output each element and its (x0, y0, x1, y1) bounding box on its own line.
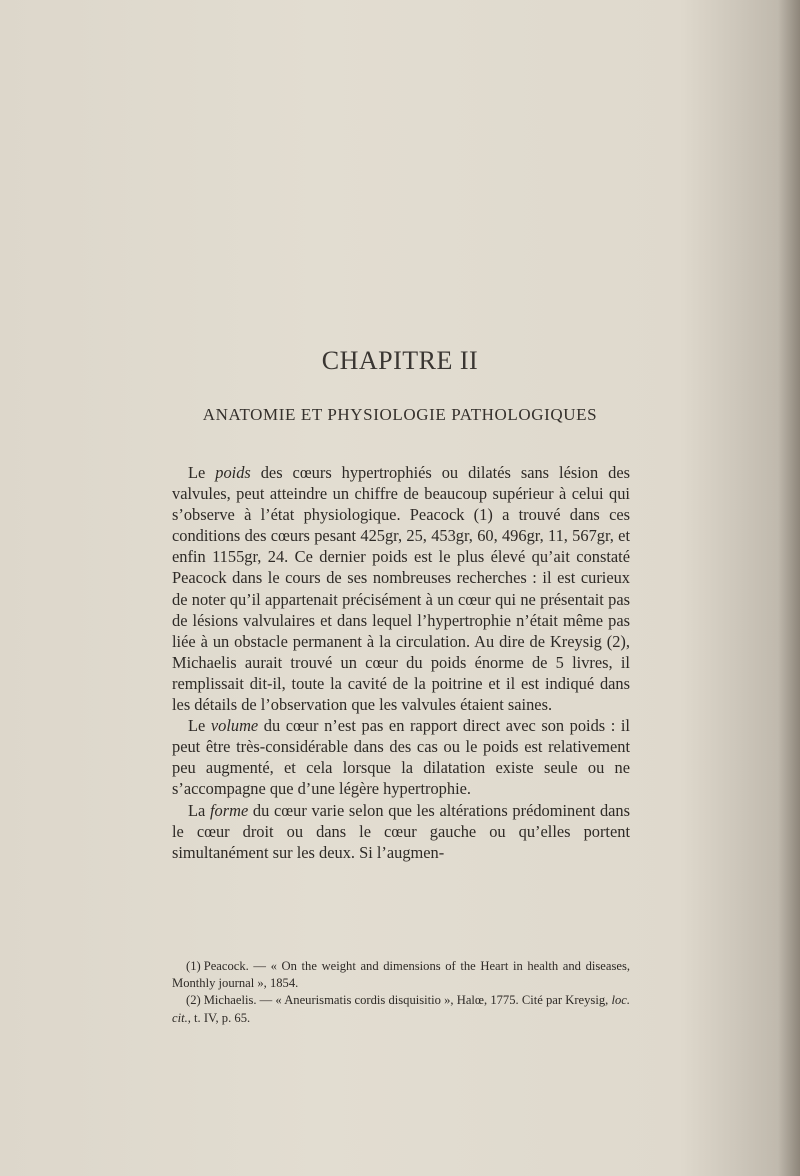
chapter-title: CHAPITRE II (321, 346, 479, 375)
footnote-text: Michaelis. — « Aneurismatis cordis disquisitio », Halœ, 1775. Cité par Kreysig, (203, 993, 612, 1008)
footnotes (172, 958, 630, 1027)
footnote-1 (172, 958, 630, 992)
paragraph-text: des cœurs hypertrophiés ou dilatés sans lésion des valvules, peut atteindre un chiffre de beaucoup supérieur à celui qui s’observe à l’état physiologique. Peacock (1) a trouvé dans ces conditions des cœurs pesant 425gr, 25, 453gr, 60, 496gr, 11, 567gr, et enfin 1155gr, 24. Ce dernier poids est le plus élevé qu’ait constaté Peacock dans le cours de ses nombreuses recherches : il est curieux de noter qu’il appartenait précisément à un cœur qui ne présentait pas de lésions valvulaires et dans lequel l’hypertrophie n’était même pas liée à un obstacle permanent à la circulation. Au dire de Kreysig (2), Michaelis aurait trouvé un cœur du poids énorme de 5 livres, il remplissait dit-il, toute la cavité de la poitrine et il est indiqué dans les détails de l’observation que les valvules étaient saines. (172, 463, 630, 715)
emphasis-term: volume (210, 716, 259, 736)
footnote-text: Peacock. — « On the weight and dimensions of the Heart in health and diseases, Monthly journal », 1854. (172, 959, 630, 991)
paragraph-volume (172, 715, 630, 799)
paragraph-text: du cœur n’est pas en rapport direct avec son poids : il peut être très-considérable dans des cas ou le poids est relativement peu augmenté, et cela lorsque la dilatation existe seule ou ne s’accompagne que d’une légère hypertrophie. (172, 716, 630, 799)
footnote-marker: (1) (186, 959, 201, 973)
body-text (172, 462, 630, 863)
emphasis-term: forme (209, 800, 249, 820)
page-edge-shadow (778, 0, 800, 1176)
section-title: ANATOMIE ET PHYSIOLOGIE PATHOLOGIQUES (202, 405, 598, 424)
footnote-marker: (2) (186, 993, 201, 1008)
paragraph-text: du cœur varie selon que les altérations prédominent dans le cœur droit ou dans le cœur gauche ou qu’elles portent simultanément sur les deux. Si l’augmen- (172, 800, 630, 862)
footnote-text: , t. IV, p. 65. (187, 1010, 251, 1025)
paragraph-lead: Le (188, 716, 211, 736)
footnote-emphasis: loc. cit. (172, 993, 630, 1025)
paragraph-forme (172, 800, 630, 863)
paragraph-lead: Le (188, 463, 216, 482)
emphasis-term: poids (215, 463, 251, 482)
paragraph-lead: La (188, 800, 210, 820)
footnote-2 (172, 992, 630, 1026)
paragraph-poids (172, 462, 630, 715)
